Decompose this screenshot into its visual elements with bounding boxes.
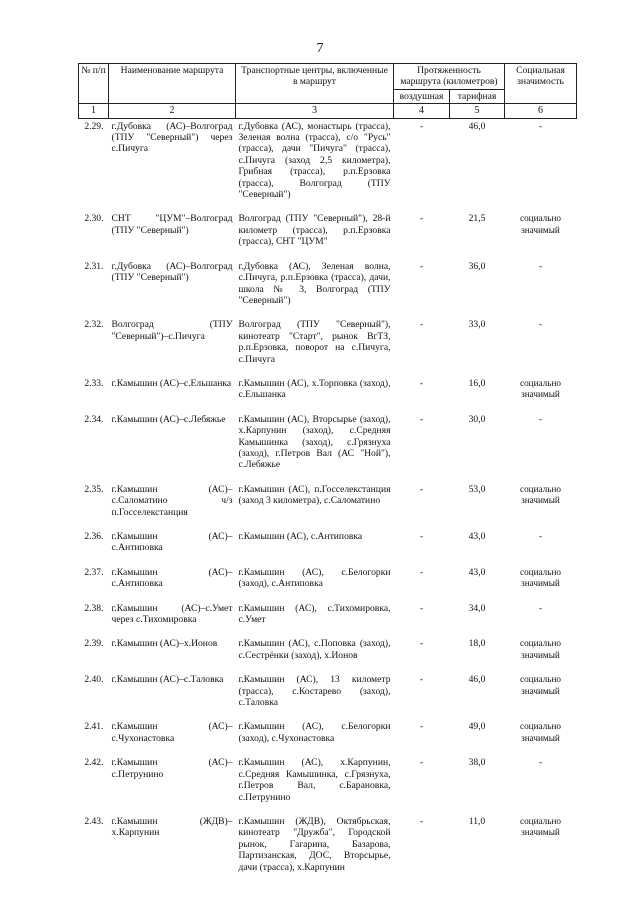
- fare-length: 21,5: [468, 213, 486, 225]
- route-name: г.Камышин (АС)–с.Антиповка: [111, 531, 233, 554]
- route-name: г.Камышин (АС)–с.Антиповка: [111, 566, 233, 590]
- header-transport-centers: Транспортные центры, включенные в маршрут: [236, 64, 394, 104]
- route-number: 2.40.: [84, 674, 104, 686]
- air-length: -: [419, 531, 424, 542]
- fare-length: 33,0: [468, 319, 486, 331]
- transport-centers: г.Камышин (АС), х.Карпунин, с.Средняя Камышинка, с.Грязнуха, г.Петров Вал, с.Барановка, с.Петрунино: [238, 757, 391, 803]
- transport-centers: г.Камышин (АС), с.Антиповка: [238, 531, 363, 542]
- table-row: [79, 203, 577, 250]
- route-number: 2.32.: [84, 319, 104, 331]
- air-length: -: [419, 674, 424, 686]
- air-length: -: [419, 757, 424, 769]
- fare-length: 43,0: [468, 531, 486, 542]
- transport-centers: г.Дубовка (АС), Зеленая волна, с.Пичуга, р.п.Ерзовка (трасса), дачи, школа № 3, Волгоград (ТПУ "Северный"): [238, 260, 391, 306]
- route-name: г.Камышин (ЖДВ)–х.Карпунин: [111, 815, 233, 839]
- air-length: -: [419, 120, 424, 132]
- col-number-1: 1: [79, 104, 109, 118]
- social-significance: социально значимый: [520, 566, 561, 589]
- air-length: -: [419, 377, 424, 389]
- header-num: № п/п: [79, 64, 109, 104]
- air-length: -: [419, 483, 424, 495]
- social-significance: -: [538, 260, 543, 271]
- transport-centers: г.Камышин (АС), с.Поповка (заход), с.Сестрёнки (заход), х.Ионов: [238, 638, 391, 661]
- route-name: г.Дубовка (АС)–Волгоград (ТПУ "Северный"): [111, 260, 233, 284]
- fare-length: 34,0: [468, 602, 486, 614]
- table-row: [79, 118, 577, 203]
- route-number: 2.34.: [84, 413, 104, 425]
- route-name: г.Камышин (АС)–х.Ионов: [111, 638, 218, 650]
- route-number: 2.43.: [84, 815, 104, 827]
- air-length: -: [419, 638, 424, 650]
- route-number: 2.42.: [84, 757, 104, 769]
- transport-centers: г.Камышин (АС), с.Белогорки (заход), с.Антиповка: [238, 566, 391, 590]
- fare-length: 46,0: [468, 674, 486, 686]
- route-name: г.Камышин (АС)–с.Умет через с.Тихомировка: [111, 602, 233, 626]
- social-significance: -: [538, 531, 543, 541]
- transport-centers: Волгоград (ТПУ "Северный"), кинотеатр "Старт", рынок ВгТЗ, р.п.Ерзовка, поворот на с.Пичуга, с.Пичуга: [238, 319, 391, 365]
- table-row: [79, 404, 577, 474]
- header-route-name: Наименование маршрута: [109, 64, 236, 104]
- route-name: г.Камышин (АС)–с.Чухонастовка: [111, 721, 233, 744]
- transport-centers: Волгоград (ТПУ "Северный"), 28-й километр (трасса), р.п.Ерзовка (трасса), СНТ "ЦУМ": [238, 213, 391, 248]
- table-row: [79, 521, 577, 557]
- air-length: -: [419, 815, 424, 827]
- social-significance: социально значимый: [520, 377, 561, 400]
- fare-length: 46,0: [468, 120, 486, 132]
- transport-centers: г.Дубовка (АС), монастырь (трасса), Зеленая волна (трасса), с/о "Русь" (трасса), дачи "Пичуга" (трасса), с.Пичуга (заход 2,5 километра), Грибная (трасса), р.п.Ерзовка (трасса), Волгоград (ТПУ "Северный"): [238, 120, 391, 201]
- table-row: [79, 664, 577, 711]
- social-significance: социально значимый: [520, 638, 561, 660]
- table-row: [79, 593, 577, 629]
- table-row: [79, 747, 577, 806]
- route-number: 2.33.: [84, 377, 104, 389]
- table-row: [79, 711, 577, 747]
- social-significance: -: [538, 602, 543, 613]
- fare-length: 16,0: [468, 377, 486, 389]
- social-significance: социально значимый: [520, 483, 561, 506]
- social-significance: социально значимый: [520, 721, 561, 743]
- route-name: г.Камышин (АС)–с.Таловка: [111, 674, 224, 686]
- fare-length: 11,0: [468, 815, 486, 827]
- air-length: -: [419, 260, 424, 272]
- social-significance: социально значимый: [520, 213, 561, 235]
- route-number: 2.30.: [84, 213, 104, 225]
- table-row: [79, 557, 577, 593]
- air-length: -: [419, 319, 424, 331]
- routes-table: [78, 63, 577, 876]
- col-number-2: 2: [109, 104, 236, 118]
- social-significance: -: [538, 120, 543, 131]
- transport-centers: г.Камышин (ЖДВ), Октябрьская, кинотеатр "Дружба", Городской рынок, Гагарина, Базарова, Партизанская, ДОС, Вторсырье, дачи (трасса), х.Карпунин: [238, 815, 391, 873]
- col-number-6: 6: [505, 104, 577, 118]
- header-fare: тарифная: [450, 89, 505, 103]
- fare-length: 38,0: [468, 757, 486, 769]
- transport-centers: г.Камышин (АС), 13 километр (трасса), с.Костарево (заход), с.Таловка: [238, 674, 391, 709]
- fare-length: 36,0: [468, 260, 486, 272]
- social-significance: социально значимый: [520, 815, 561, 838]
- transport-centers: г.Камышин (АС), п.Госселекстанция (заход 3 километра), с.Саломатино: [238, 483, 391, 507]
- route-number: 2.38.: [84, 602, 104, 614]
- social-significance: -: [538, 413, 543, 424]
- route-name: Волгоград (ТПУ "Северный")–с.Пичуга: [111, 319, 233, 342]
- col-number-3: 3: [236, 104, 394, 118]
- table-row: [79, 474, 577, 521]
- fare-length: 18,0: [468, 638, 486, 650]
- table-body: [79, 118, 577, 876]
- air-length: -: [419, 413, 424, 425]
- table-row: [79, 628, 577, 664]
- route-number: 2.39.: [84, 638, 104, 650]
- page-number: 7: [316, 41, 324, 56]
- transport-centers: г.Камышин (АС), с.Тихомировка, с.Умет: [238, 602, 391, 626]
- air-length: -: [419, 602, 424, 614]
- route-number: 2.36.: [84, 531, 104, 542]
- route-number: 2.29.: [84, 120, 104, 132]
- route-name: г.Камышин (АС)–с.Ельшанка: [111, 377, 232, 389]
- transport-centers: г.Камышин (АС), х.Торповка (заход), с.Ельшанка: [238, 377, 391, 401]
- air-length: -: [419, 721, 424, 733]
- air-length: -: [419, 213, 424, 225]
- table-row: [79, 251, 577, 310]
- header-length: Протяженность маршрута (километров): [394, 64, 505, 90]
- fare-length: 30,0: [468, 413, 486, 425]
- route-name: г.Камышин (АС)–с.Лебяжье: [111, 413, 226, 425]
- table-row: [79, 309, 577, 368]
- social-significance: -: [538, 757, 543, 768]
- transport-centers: г.Камышин (АС), с.Белогорки (заход), с.Чухонастовка: [238, 721, 391, 744]
- fare-length: 49,0: [468, 721, 486, 733]
- route-number: 2.37.: [84, 566, 104, 578]
- social-significance: социально значимый: [520, 674, 561, 696]
- table-header: [79, 64, 577, 119]
- route-name: СНТ "ЦУМ"–Волгоград (ТПУ "Северный"): [111, 213, 233, 236]
- table-row: [79, 806, 577, 876]
- route-name: г.Камышин (АС)–с.Саломатино ч/з п.Госселекстанция: [111, 483, 233, 518]
- fare-length: 53,0: [468, 483, 486, 495]
- route-name: г.Дубовка (АС)–Волгоград (ТПУ "Северный") через с.Пичуга: [111, 120, 233, 155]
- route-number: 2.41.: [84, 721, 104, 733]
- route-number: 2.31.: [84, 260, 104, 272]
- social-significance: -: [538, 319, 543, 330]
- route-number: 2.35.: [84, 483, 104, 495]
- table-row: [79, 368, 577, 404]
- air-length: -: [419, 566, 424, 578]
- route-name: г.Камышин (АС)–с.Петрунино: [111, 757, 233, 780]
- transport-centers: г.Камышин (АС), Вторсырье (заход), х.Карпунин (заход), с.Средняя Камышинка (заход), с.Грязнуха (заход), г.Петров Вал (АС "Ной"), с.Лебяжье: [238, 413, 391, 471]
- fare-length: 43,0: [468, 566, 486, 578]
- header-air: воздушная: [394, 89, 450, 103]
- header-social: Социальная значимость: [505, 64, 577, 104]
- col-number-5: 5: [450, 104, 505, 118]
- col-number-4: 4: [394, 104, 450, 118]
